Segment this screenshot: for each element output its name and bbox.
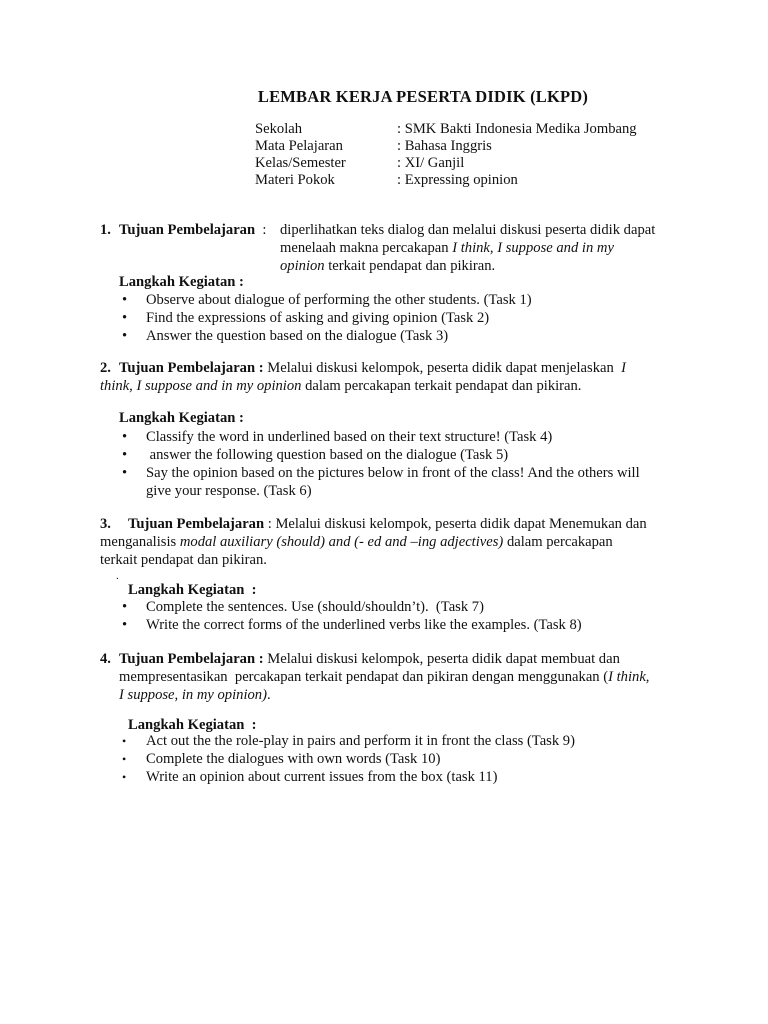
objective-text-italic: I suppose, in my opinion) <box>119 687 267 703</box>
task-text: Write an opinion about current issues from the box (task 11) <box>146 769 498 785</box>
identity-value: : XI/ Ganjil <box>397 155 465 171</box>
list-item <box>118 732 738 750</box>
list-item <box>118 309 738 327</box>
objective-text <box>128 515 647 533</box>
task-text: Find the expressions of asking and giving opinion (Task 2) <box>146 310 490 326</box>
objective-text-plain: menelaah makna percakapan <box>280 240 453 256</box>
objective-text-italic: modal auxiliary (should) and (- ed and –ing adjectives) <box>179 534 504 550</box>
activity-steps-label: Langkah Kegiatan : <box>119 410 244 426</box>
list-item <box>118 750 738 768</box>
objective-text-line: terkait pendapat dan pikiran. <box>100 552 267 568</box>
identity-row-materi-pokok <box>255 172 637 189</box>
task-text: Classify the word in underlined based on their text structure! (Task 4) <box>146 429 553 445</box>
identity-label: Materi Pokok <box>255 172 335 188</box>
objective-label: Tujuan Pembelajaran <box>119 222 256 238</box>
objective-text-italic: opinion <box>280 258 325 274</box>
objective-separator: : <box>255 222 271 238</box>
list-item <box>118 291 738 309</box>
list-item <box>118 464 738 500</box>
objective-text <box>280 221 655 275</box>
activity-list <box>118 428 738 500</box>
list-item <box>118 768 738 786</box>
objective-text-line <box>100 377 581 395</box>
identity-label: Mata Pelajaran <box>255 138 343 154</box>
bullet-icon: • <box>122 752 127 766</box>
section-objective-line <box>119 221 270 239</box>
objective-text-italic: I think, <box>608 669 650 685</box>
objective-text-line <box>119 668 649 686</box>
activity-list <box>118 291 738 345</box>
identity-value: : Bahasa Inggris <box>397 138 492 154</box>
identity-label: Kelas/Semester <box>255 155 346 171</box>
objective-text-plain: Melalui diskusi kelompok, peserta didik dapat Menemukan dan <box>275 516 647 532</box>
objective-text-line: diperlihatkan teks dialog dan melalui diskusi peserta didik dapat <box>280 222 656 238</box>
objective-separator: : <box>255 360 268 376</box>
objective-text-plain: mempresentasikan percakapan terkait pendapat dan pikiran dengan menggunakan ( <box>119 669 609 685</box>
objective-text-line <box>100 533 613 551</box>
objective-text-plain: dalam percakapan <box>503 534 613 550</box>
objective-text-italic: I think, I suppose and in my <box>452 240 614 256</box>
page-title: LEMBAR KERJA PESERTA DIDIK (LKPD) <box>257 87 589 106</box>
objective-text-plain: . <box>266 687 271 703</box>
task-text: Observe about dialogue of performing the other students. (Task 1) <box>146 292 532 308</box>
objective-text-italic: I <box>621 360 626 376</box>
activity-steps-label: Langkah Kegiatan : <box>119 274 244 290</box>
objective-label: Tujuan Pembelajaran <box>119 360 256 376</box>
list-item <box>118 428 738 446</box>
task-text: Act out the the role-play in pairs and perform it in front the class (Task 9) <box>146 733 575 749</box>
section-number: 4. <box>100 651 111 667</box>
task-text: Answer the question based on the dialogue (Task 3) <box>146 328 449 344</box>
task-text: Write the correct forms of the underlined verbs like the examples. (Task 8) <box>146 617 582 633</box>
activity-list <box>118 732 738 786</box>
list-item <box>118 446 738 464</box>
bullet-icon: • <box>122 770 127 784</box>
bullet-icon: • <box>122 465 128 481</box>
objective-text-line <box>119 686 271 704</box>
objective-text-italic: think, I suppose and in my opinion <box>100 378 302 394</box>
stray-dot: . <box>116 570 119 582</box>
objective-text-plain: Melalui diskusi kelompok, peserta didik dapat menjelaskan <box>267 360 622 376</box>
task-text: give your response. (Task 6) <box>146 483 312 499</box>
objective-text-plain: menganalisis <box>100 534 180 550</box>
task-text: Complete the sentences. Use (should/shouldn’t). (Task 7) <box>146 599 484 615</box>
task-text: Complete the dialogues with own words (Task 10) <box>146 751 441 767</box>
section-number: 1. <box>100 222 111 238</box>
bullet-icon: • <box>122 617 128 633</box>
objective-text <box>119 650 620 668</box>
identity-row-kelas-semester <box>255 155 637 172</box>
activity-list <box>118 598 738 634</box>
list-item <box>118 598 738 616</box>
bullet-icon: • <box>122 328 128 344</box>
bullet-icon: • <box>122 734 127 748</box>
identity-row-mata-pelajaran <box>255 138 637 155</box>
identity-value: : SMK Bakti Indonesia Medika Jombang <box>397 121 637 137</box>
activity-steps-label: Langkah Kegiatan : <box>128 582 257 598</box>
section-number: 2. <box>100 360 111 376</box>
identity-label: Sekolah <box>255 121 303 137</box>
task-text: answer the following question based on the dialogue (Task 5) <box>146 447 509 463</box>
identity-row-sekolah <box>255 121 637 138</box>
objective-separator: : <box>255 651 268 667</box>
bullet-icon: • <box>122 310 128 326</box>
section-number: 3. <box>100 516 111 532</box>
activity-steps-label: Langkah Kegiatan : <box>128 717 257 733</box>
objective-text-line <box>280 257 655 275</box>
bullet-icon: • <box>122 292 128 308</box>
list-item <box>118 327 738 345</box>
objective-label: Tujuan Pembelajaran <box>128 516 265 532</box>
list-item <box>118 616 738 634</box>
task-text: Say the opinion based on the pictures below in front of the class! And the others will <box>146 465 640 481</box>
objective-label: Tujuan Pembelajaran <box>119 651 256 667</box>
objective-text-plain: Melalui diskusi kelompok, peserta didik dapat membuat dan <box>267 651 620 667</box>
bullet-icon: • <box>122 447 128 463</box>
identity-table <box>255 121 637 189</box>
objective-text-plain: dalam percakapan terkait pendapat dan pikiran. <box>301 378 582 394</box>
objective-text <box>119 359 626 377</box>
objective-text-plain: terkait pendapat dan pikiran. <box>324 258 496 274</box>
objective-text-line <box>280 239 655 257</box>
objective-separator: : <box>264 516 276 532</box>
identity-value: : Expressing opinion <box>397 172 518 188</box>
bullet-icon: • <box>122 599 128 615</box>
bullet-icon: • <box>122 429 128 445</box>
